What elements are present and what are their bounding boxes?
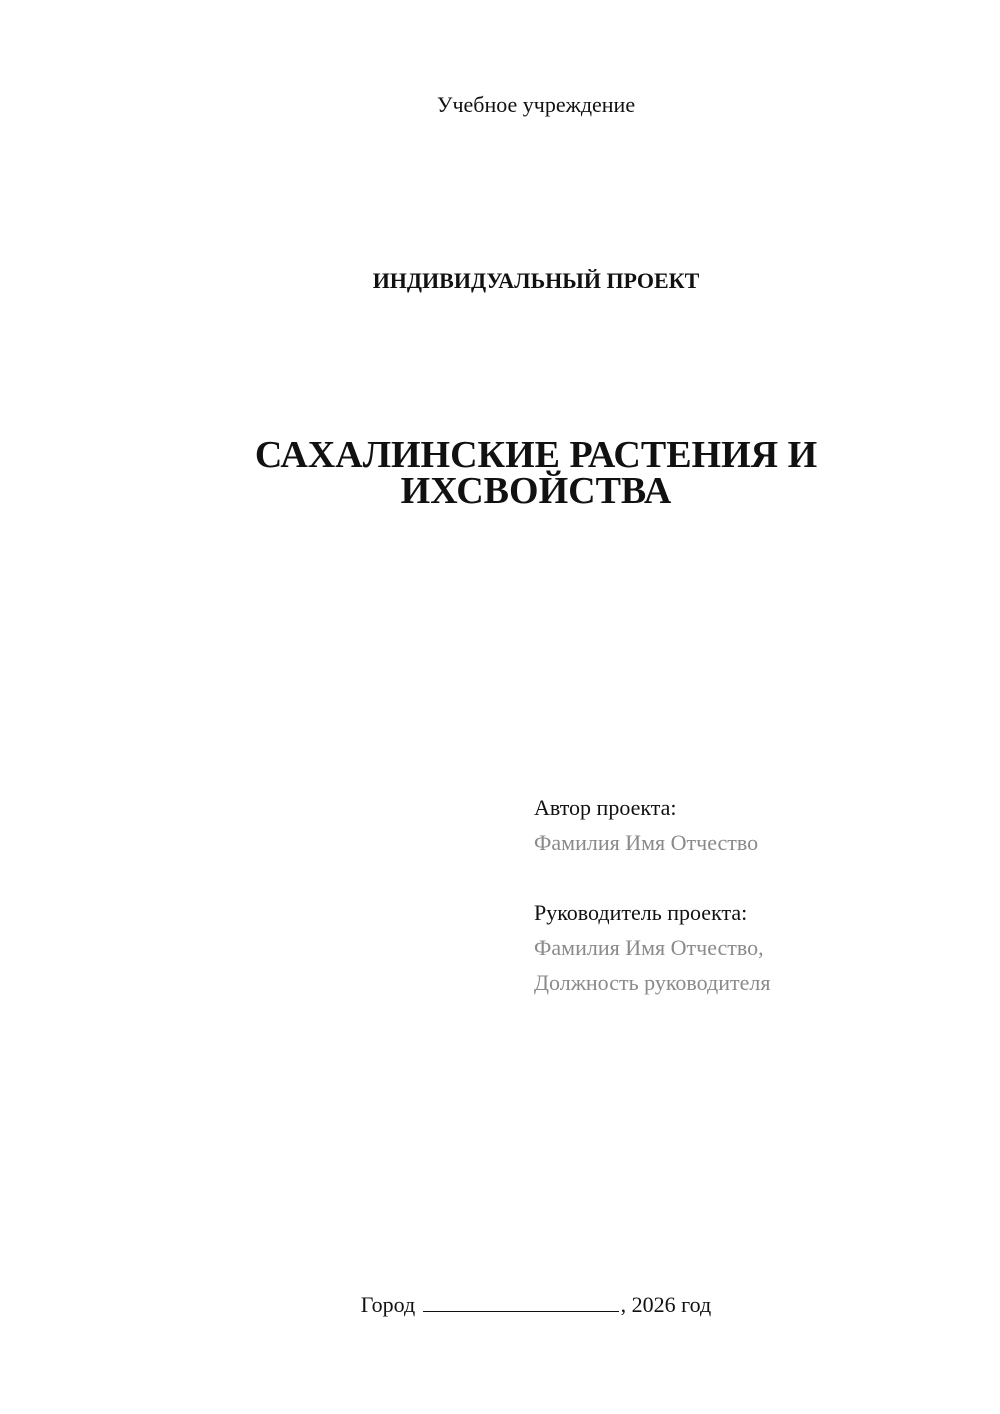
project-title (186, 434, 886, 512)
footer-city-year (236, 1291, 836, 1319)
project-title-line-2: ИХСВОЙСТВА (400, 470, 672, 512)
author-block (534, 790, 974, 1000)
city-blank-line (423, 1293, 619, 1312)
spacer (534, 860, 974, 895)
author-name: Фамилия Имя Отчество (534, 830, 759, 855)
supervisor-label: Руководитель проекта: (534, 900, 748, 925)
supervisor-name: Фамилия Имя Отчество, (534, 935, 764, 960)
project-title-line-1: САХАЛИНСКИЕ РАСТЕНИЯ И (254, 434, 818, 476)
institution-name: Учебное учреждение (436, 92, 636, 117)
footer-city: Город (360, 1292, 416, 1317)
supervisor-position: Должность руководителя (534, 970, 771, 995)
document-type: ИНДИВИДУАЛЬНЫЙ ПРОЕКТ (372, 268, 700, 293)
footer-year: , 2026 год (620, 1292, 712, 1317)
author-label: Автор проекта: (534, 795, 677, 820)
